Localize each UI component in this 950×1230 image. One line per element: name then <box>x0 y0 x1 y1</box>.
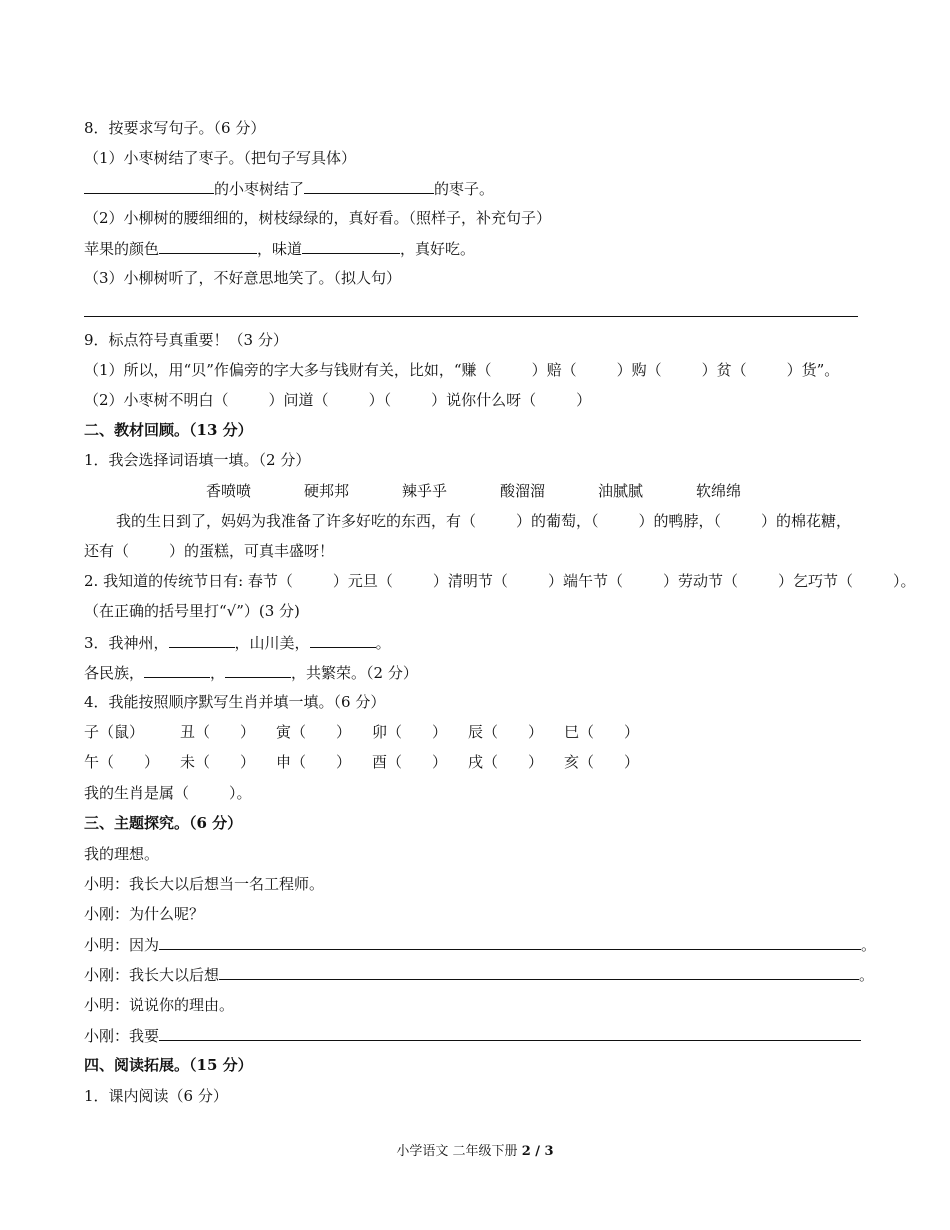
blank[interactable] <box>159 238 257 254</box>
section-3-heading: 三、主题探究。（6 分） <box>84 814 243 832</box>
zodiac-item: 子（鼠） <box>84 723 145 741</box>
sec2-q1-title: 1．我会选择词语填一填。（2 分） <box>84 451 311 469</box>
blank[interactable] <box>310 632 376 648</box>
sec2-q2-note: （在正确的括号里打“√”）(3 分) <box>84 602 300 620</box>
word-item: 软绵绵 <box>696 482 742 500</box>
blank[interactable] <box>219 964 859 980</box>
dialog-line: 小刚：我要 <box>84 1025 861 1045</box>
zodiac-item: 寅（ ） <box>276 723 352 741</box>
dialog-line: 小明：说说你的理由。 <box>84 996 235 1014</box>
zodiac-item: 亥（ ） <box>564 753 640 771</box>
sec3-topic: 我的理想。 <box>84 845 160 863</box>
zodiac-item: 戌（ ） <box>468 753 544 771</box>
sec4-q1-title: 1．课内阅读（6 分） <box>84 1087 228 1105</box>
zodiac-item: 巳（ ） <box>564 723 640 741</box>
q8-s1-line: 的小枣树结了 的枣子。 <box>84 178 494 198</box>
zodiac-item: 丑（ ） <box>180 723 256 741</box>
blank[interactable] <box>159 934 861 950</box>
zodiac-item: 辰（ ） <box>468 723 544 741</box>
sec2-q4-title: 4．我能按照顺序默写生肖并填一填。（6 分） <box>84 693 386 711</box>
dialog-line: 小明：因为 。 <box>84 936 877 954</box>
page-number: 2 / 3 <box>521 1144 554 1159</box>
word-bank <box>206 481 794 501</box>
page-footer <box>0 1140 950 1159</box>
blank[interactable] <box>84 178 214 194</box>
zodiac-item: 酉（ ） <box>372 753 448 771</box>
q9-title: 9．标点符号真重要！（3 分） <box>84 331 288 349</box>
sec2-q3-line1: 3．我神州， ，山川美， 。 <box>84 634 391 652</box>
zodiac-item: 申（ ） <box>276 753 352 771</box>
word-item: 香喷喷 <box>206 482 252 500</box>
q9-s2: （2）小枣树不明白（ ）问道（ ）（ ）说你什么呀（ ） <box>84 391 592 409</box>
q8-s2-prompt: （2）小柳树的腰细细的，树枝绿绿的，真好看。（照样子，补充句子） <box>84 209 552 227</box>
sec2-q1-para-line1: 我的生日到了，妈妈为我准备了许多好吃的东西，有（ ）的葡萄，（ ）的鸭脖，（ ）的棉花糖， <box>116 512 852 530</box>
blank[interactable] <box>169 632 235 648</box>
sec2-q2: 2. 我知道的传统节日有: 春节（ ）元旦（ ）清明节（ ）端午节（ ）劳动节（ ）乞巧节（ ）。 <box>84 572 916 590</box>
blank[interactable] <box>304 178 434 194</box>
sec2-q4-end: 我的生肖是属（ ）。 <box>84 784 252 802</box>
q8-s2-line: 苹果的颜色 ，味道 ，真好吃。 <box>84 240 476 258</box>
sec2-q1-para-line2: 还有（ ）的蛋糕，可真丰盛呀！ <box>84 542 335 560</box>
q8-title: 8．按要求写句子。（6 分） <box>84 119 266 137</box>
zodiac-row-1 <box>84 722 660 742</box>
word-item: 辣乎乎 <box>402 482 448 500</box>
dialog-line: 小刚：为什么呢？ <box>84 905 205 923</box>
section-2-heading: 二、教材回顾。（13 分） <box>84 421 253 439</box>
zodiac-item: 卯（ ） <box>372 723 448 741</box>
q8-s3-prompt: （3）小柳树听了，不好意思地笑了。（拟人句） <box>84 269 402 287</box>
sec2-q3-line2: 各民族， ， ，共繁荣。（2 分） <box>84 664 418 682</box>
blank[interactable] <box>302 238 400 254</box>
blank[interactable] <box>144 662 210 678</box>
word-item: 酸溜溜 <box>500 482 546 500</box>
footer-subject: 小学语文 二年级下册 <box>396 1144 522 1159</box>
blank[interactable] <box>225 662 291 678</box>
word-item: 油腻腻 <box>598 482 644 500</box>
word-item: 硬邦邦 <box>304 482 350 500</box>
blank[interactable] <box>159 1025 861 1041</box>
dialog-line: 小明：我长大以后想当一名工程师。 <box>84 875 325 893</box>
dialog-line: 小刚：我长大以后想 。 <box>84 966 875 984</box>
zodiac-item: 未（ ） <box>180 753 256 771</box>
answer-line[interactable] <box>84 316 858 317</box>
zodiac-row-2 <box>84 752 660 772</box>
q9-s1: （1）所以，用“贝”作偏旁的字大多与钱财有关，比如，“赚（ ）赔（ ）购（ ）贫（ ）货”。 <box>84 361 840 379</box>
section-4-heading: 四、阅读拓展。（15 分） <box>84 1056 253 1074</box>
zodiac-item: 午（ ） <box>84 753 160 771</box>
q8-s1-prompt: （1）小枣树结了枣子。（把句子写具体） <box>84 149 357 167</box>
